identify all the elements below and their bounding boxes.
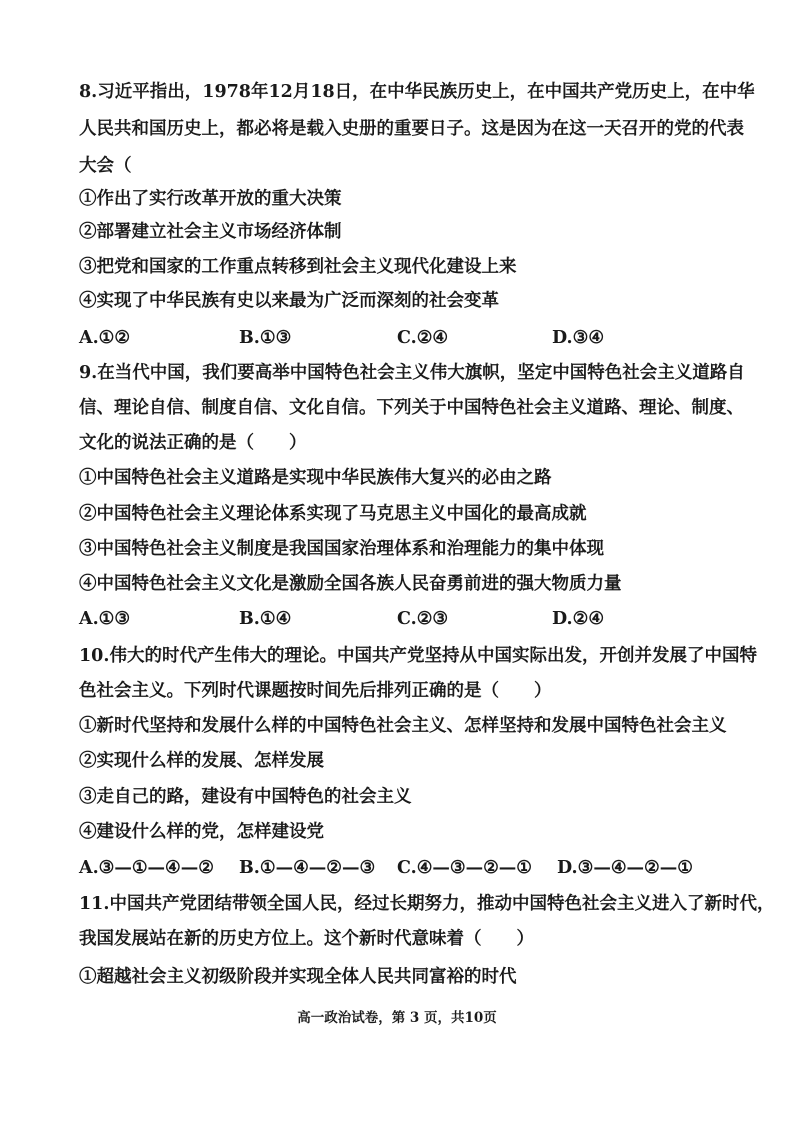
q8-options bbox=[79, 326, 719, 350]
q10-option-d: D.③—④—②—① bbox=[557, 858, 693, 878]
q8-option-d: D.③④ bbox=[552, 328, 605, 348]
q9-option-c: C.②③ bbox=[397, 609, 449, 629]
q9-stem-line-2: 信、理论自信、制度自信、文化自信。下列关于中国特色社会主义道路、理论、制度、 bbox=[79, 398, 744, 418]
page-footer: 高一政治试卷，第 3 页，共10页 bbox=[297, 1010, 497, 1026]
q9-item-3: ③中国特色社会主义制度是我国国家治理体系和治理能力的集中体现 bbox=[79, 539, 604, 559]
q10-option-a: A.③—①—④—② bbox=[79, 858, 214, 878]
q10-item-1: ①新时代坚持和发展什么样的中国特色社会主义、怎样坚持和发展中国特色社会主义 bbox=[79, 716, 727, 736]
q10-item-2: ②实现什么样的发展、怎样发展 bbox=[79, 751, 324, 771]
q8-stem-line-1: 8.习近平指出，1978年12月18日，在中华民族历史上，在中国共产党历史上，在中华 bbox=[79, 82, 755, 102]
q9-item-1: ①中国特色社会主义道路是实现中华民族伟大复兴的必由之路 bbox=[79, 468, 552, 488]
q10-options bbox=[79, 856, 719, 880]
q10-item-3: ③走自己的路，建设有中国特色的社会主义 bbox=[79, 787, 412, 807]
q10-stem-line-1: 10.伟大的时代产生伟大的理论。中国共产党坚持从中国实际出发，开创并发展了中国特 bbox=[79, 646, 757, 666]
q8-item-2: ②部署建立社会主义市场经济体制 bbox=[79, 222, 342, 242]
q9-option-b: B.①④ bbox=[239, 609, 292, 629]
q9-stem-line-1: 9.在当代中国，我们要高举中国特色社会主义伟大旗帜，坚定中国特色社会主义道路自 bbox=[79, 363, 745, 383]
q8-option-c: C.②④ bbox=[397, 328, 449, 348]
q8-option-b: B.①③ bbox=[239, 328, 292, 348]
q11-stem-line-2: 我国发展站在新的历史方位上。这个新时代意味着（ ） bbox=[79, 929, 534, 949]
q8-stem-line-2: 人民共和国历史上，都必将是载入史册的重要日子。这是因为在这一天召开的党的代表 bbox=[79, 119, 744, 139]
q10-option-b: B.①—④—②—③ bbox=[239, 858, 376, 878]
q9-option-a: A.①③ bbox=[79, 609, 131, 629]
q9-option-d: D.②④ bbox=[552, 609, 605, 629]
q9-item-4: ④中国特色社会主义文化是激励全国各族人民奋勇前进的强大物质力量 bbox=[79, 574, 622, 594]
q8-stem-line-3: 大会（ bbox=[79, 156, 132, 176]
q11-item-1: ①超越社会主义初级阶段并实现全体人民共同富裕的时代 bbox=[79, 967, 517, 987]
q9-options bbox=[79, 607, 719, 631]
q10-item-4: ④建设什么样的党，怎样建设党 bbox=[79, 822, 324, 842]
q11-stem-line-1: 11.中国共产党团结带领全国人民，经过长期努力，推动中国特色社会主义进入了新时代， bbox=[79, 894, 775, 914]
q8-item-1: ①作出了实行改革开放的重大决策 bbox=[79, 189, 342, 209]
q10-option-c: C.④—③—②—① bbox=[397, 858, 532, 878]
q9-item-2: ②中国特色社会主义理论体系实现了马克思主义中国化的最高成就 bbox=[79, 504, 587, 524]
q8-option-a: A.①② bbox=[79, 328, 131, 348]
q10-stem-line-2: 色社会主义。下列时代课题按时间先后排列正确的是（ ） bbox=[79, 681, 552, 701]
q8-item-4: ④实现了中华民族有史以来最为广泛而深刻的社会变革 bbox=[79, 291, 499, 311]
q9-stem-line-3: 文化的说法正确的是（ ） bbox=[79, 433, 307, 453]
q8-item-3: ③把党和国家的工作重点转移到社会主义现代化建设上来 bbox=[79, 257, 517, 277]
